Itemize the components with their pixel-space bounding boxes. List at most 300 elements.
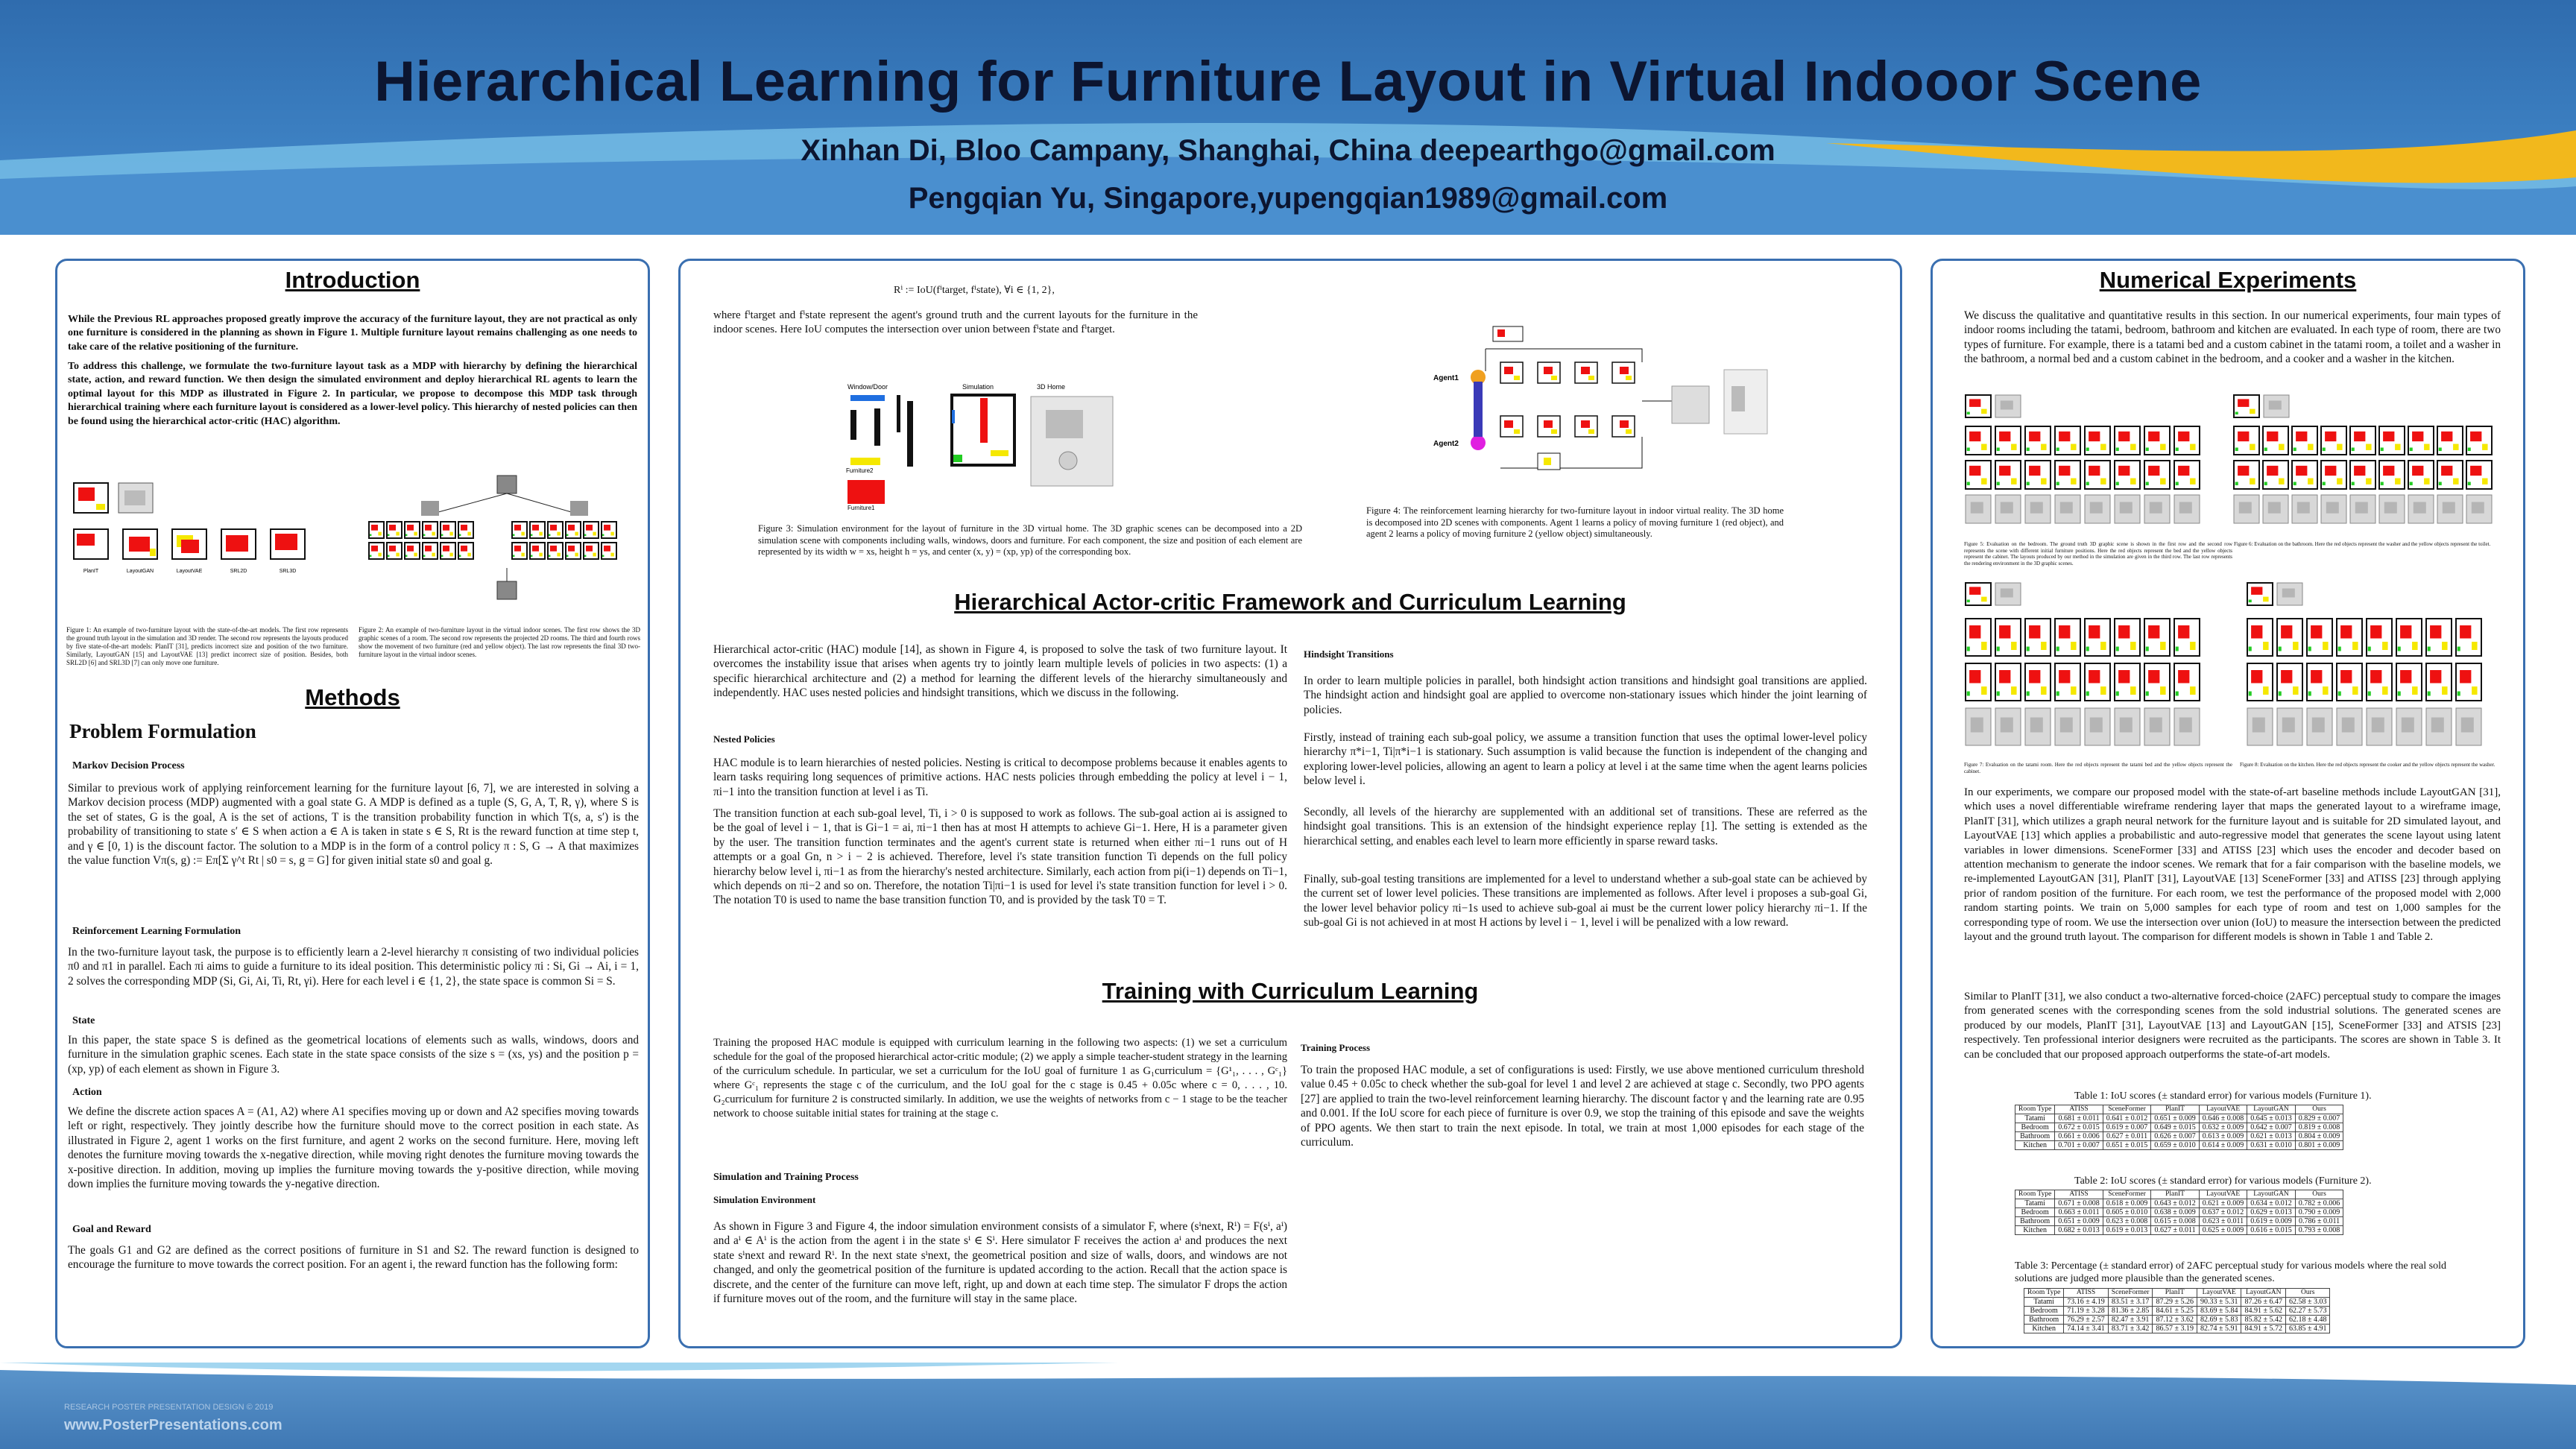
column-2-panel: [678, 259, 1902, 1348]
table-cell: 0.672 ± 0.015: [2055, 1123, 2103, 1132]
fig4-agent2-label: Agent2: [1433, 440, 1459, 448]
fig5-thumb: [2025, 461, 2051, 489]
table-1-caption: Table 1: IoU scores (± standard error) for various models (Furniture 1).: [2074, 1090, 2372, 1102]
sim-env-heading: Simulation Environment: [713, 1194, 816, 1205]
table-cell: 84.91 ± 5.72: [2241, 1325, 2286, 1333]
fig2-layout-thumb: [548, 543, 563, 559]
mdp-text: Similar to previous work of applying reinforcement learning for the furniture layout [6, 7], we are interested in solving a Markov decision process (MDP) augmented with a goal state G. A MDP is defined as a tuple (S, G, A, T, R, γ), where S is the set of states, G is the goal, A is the set of actions, T is the transition probability function in which T(s, a, s′) is the probability of transitioning to state s′ ∈ S when action a ∈ A is taken in state s ∈ S, Rt is the reward function at time step t, and γ ∈ [0, 1) is the discount factor. The solution to a MDP is in the form of a control policy π : S, G → A that maximizes the value function Vπ(s, g) := Eπ[Σ γ^t Rt | s0 = s, g = G] for given initial state s0 and goal g.: [68, 782, 639, 868]
fig6-thumb: [2379, 426, 2405, 455]
fig6-thumb: [2292, 495, 2317, 523]
table-row: [2015, 1123, 2343, 1132]
fig2-layout-thumb: [458, 522, 473, 538]
figure-4-caption: Figure 4: The reinforcement learning hierarchy for two-furniture layout in indoor virtual reality. The 3D home is decomposed into 2D scenes with components. Agent 1 learns a policy of moving furniture 1 (red object), and agent 2 learns a policy of moving furniture 2 (yellow object) simultaneously.: [1366, 505, 1784, 539]
fig5-thumb: [2144, 495, 2170, 523]
table-header-cell: Ours: [2295, 1105, 2343, 1114]
fig8-thumb: [2337, 619, 2362, 656]
hac-text: Hierarchical actor-critic (HAC) module [14], as shown in Figure 4, is proposed to solve the task of two furniture layout. It overcomes the instability issue that arises when agents try to jointly learn multiple levels of policies in two aspects: (1) a specific hierarchical architecture and (2) a method for learning the different levels of the hierarchy simultaneously and independently. HAC uses nested policies and hindsight transitions, which we discuss in the following.: [713, 643, 1287, 700]
mdp-heading: Markov Decision Process: [72, 760, 185, 771]
fig6-thumb: [2437, 495, 2463, 523]
fig8-thumb: [2456, 619, 2481, 656]
fig2-layout-thumb: [369, 522, 384, 538]
table-header-cell: LayoutVAE: [2199, 1105, 2247, 1114]
table-cell: 87.26 ± 6.47: [2241, 1298, 2286, 1307]
table-cell: 0.782 ± 0.006: [2295, 1199, 2343, 1208]
fig2-layout-thumb: [441, 522, 455, 538]
table-cell: Bedroom: [2024, 1307, 2064, 1316]
table-cell: 0.614 ± 0.009: [2199, 1141, 2247, 1150]
fig6-thumb: [2321, 495, 2346, 523]
table-cell: 0.618 ± 0.009: [2103, 1199, 2151, 1208]
fig5-thumb: [2055, 426, 2080, 455]
nested-policies-text-2: The transition function at each sub-goal level, Ti, i > 0 is supposed to work as follows. The sub-goal action ai is assigned to be the goal of level i − 1, that is Gi−1 = ai, πi−1 then has at most H attempts to achieve Gi−1. Here, H is a parameter given by the user. The transition function terminates and the agent's current state is returned when either πi−1 runs out of H attempts or a goal Gn, n > i − 2 is achieved. Therefore, level i's state transition function Ti depends on the full policy hierarchy below level i, πi−1 as from the hierarchy's nested architecture. Similarly, each action from pi(i−1) depends on Ti−1, which depends on πi−2 and so on. Therefore, the notation Ti|πi−1 is used for level i's state transition function for level i > 0. The notation T0 is used to name the base transition function T0, and is provided by the task T0 = T.: [713, 807, 1287, 907]
table-cell: 83.69 ± 5.84: [2197, 1307, 2241, 1316]
table-cell: 87.12 ± 3.62: [2153, 1316, 2197, 1325]
table-cell: 82.69 ± 5.83: [2197, 1316, 2241, 1325]
table-3-caption: Table 3: Percentage (± standard error) of 2AFC perceptual study for various models where the real sold solutions are judged more plausible than the generated scenes.: [2015, 1260, 2446, 1284]
fig5-thumb: [2025, 426, 2051, 455]
fig8-thumb: [2277, 583, 2302, 605]
fig6-thumb: [2466, 426, 2492, 455]
fig8-thumb: [2247, 619, 2273, 656]
goal-reward-text: The goals G1 and G2 are defined as the correct positions of furniture in S1 and S2. The reward function is designed to encourage the furniture to move towards the correct position. For an agent i, the reward function has the following form:: [68, 1244, 639, 1272]
fig8-thumb: [2456, 663, 2481, 701]
fig8-thumb: [2307, 708, 2332, 745]
table-cell: Kitchen: [2015, 1141, 2055, 1150]
table-cell: 62.18 ± 4.48: [2285, 1316, 2330, 1325]
figure-3-simulation: [845, 380, 1128, 511]
table-cell: 0.649 ± 0.015: [2151, 1123, 2200, 1132]
fig5-thumb: [1995, 495, 2021, 523]
fig5-thumb: [2115, 495, 2140, 523]
fig8-thumb: [2426, 708, 2452, 745]
poster-title: Hierarchical Learning for Furniture Layout in Virtual Indooor Scene: [374, 50, 2202, 113]
fig6-thumb: [2408, 495, 2434, 523]
fig5-thumb: [2085, 495, 2110, 523]
fig2-layout-thumb: [566, 522, 581, 538]
table-header-cell: ATISS: [2064, 1289, 2109, 1298]
agent2-node: [1471, 435, 1486, 450]
table-3: [2024, 1288, 2330, 1333]
fig5-thumb: [1966, 395, 1991, 417]
table-cell: Bathroom: [2015, 1132, 2055, 1141]
table-cell: Bedroom: [2015, 1208, 2055, 1217]
table-row: [2015, 1132, 2343, 1141]
table-cell: 81.36 ± 2.85: [2108, 1307, 2153, 1316]
fig6-thumb: [2437, 461, 2463, 489]
intro-paragraph-2: To address this challenge, we formulate the two-furniture layout task as a MDP with hierarchy by defining the hierarchical state, action, and reward function. We then design the simulated environment and deploy hierarchical RL agents to learn the optimal layout for this MDP as illustrated in Figure 2. In particular, we propose to decompose this MDP task through hierarchical training where each furniture layout is considered as a lower-level policy. This hierarchy of nested policies can then be found using the hierarchical actor-critic (HAC) algorithm.: [68, 361, 637, 427]
fig8-thumb: [2367, 619, 2392, 656]
fig7-thumb: [2025, 708, 2051, 745]
fig5-thumb: [1966, 461, 1991, 489]
fig2-layout-thumb: [566, 543, 581, 559]
table-cell: 0.786 ± 0.011: [2295, 1217, 2343, 1226]
table-1: [2015, 1105, 2343, 1150]
hindsight-heading: Hindsight Transitions: [1304, 648, 1394, 660]
fig6-thumb: [2292, 426, 2317, 455]
fig4-agent1-label: Agent1: [1433, 374, 1459, 382]
figure-5-caption: Figure 5: Evaluation on the bedroom. The ground truth 3D graphic scene is shown in the first row and the second row represents the scene with different initial furniture positions. Here the red objects represent the bed and the yellow objects represent the cabinet. The layouts produced by our method in the simulation are given in the third row. The last row represents the rendering environment in the 3D graphic scenes.: [1964, 541, 2232, 566]
fig6-thumb: [2234, 495, 2259, 523]
table-cell: Bathroom: [2015, 1217, 2055, 1226]
numerical-text-1: We discuss the qualitative and quantitative results in this section. In our numerical experiments, four main types of indoor rooms including the tatami, bedroom, bathroom and kitchen are evaluated. In each type of room, there are two types of furniture. For example, there is a tatami bed and a custom cabinet in the tatami room, a toilet and a washer in the bathroom, a normal bed and a custom cabinet in the bedroom, and a cooker and a washer in the kitchen.: [1964, 309, 2501, 366]
table-cell: 76.29 ± 2.57: [2064, 1316, 2109, 1325]
fig2-layout-thumb: [387, 522, 402, 538]
rl-formulation-heading: Reinforcement Learning Formulation: [72, 926, 242, 937]
table-row: [2024, 1316, 2330, 1325]
table-header-cell: ATISS: [2055, 1190, 2103, 1199]
poster-footer: [0, 1363, 2576, 1449]
fig8-thumb: [2247, 583, 2273, 605]
fig2-layout-thumb: [512, 522, 527, 538]
fig7-thumb: [2174, 708, 2200, 745]
table-cell: 73.16 ± 4.19: [2064, 1298, 2109, 1307]
fig2-layout-thumb: [458, 543, 473, 559]
fig5-thumb: [2144, 426, 2170, 455]
table-cell: 0.671 ± 0.008: [2055, 1199, 2103, 1208]
fig7-thumb: [1966, 708, 1991, 745]
table-cell: 0.627 ± 0.011: [2151, 1226, 2200, 1235]
table-cell: 0.819 ± 0.008: [2295, 1123, 2343, 1132]
column-3-panel: [1931, 259, 2525, 1348]
fig7-thumb: [2025, 619, 2051, 656]
fig6-thumb: [2234, 395, 2259, 417]
table-cell: 0.631 ± 0.010: [2247, 1141, 2296, 1150]
fig7-thumb: [1966, 619, 1991, 656]
table-cell: 62.27 ± 5.73: [2285, 1307, 2330, 1316]
table-header-row: [2015, 1105, 2343, 1114]
fig6-thumb: [2321, 426, 2346, 455]
fig8-thumb: [2396, 619, 2422, 656]
fig6-thumb: [2350, 461, 2375, 489]
table-cell: 84.61 ± 5.25: [2153, 1307, 2197, 1316]
table-header-row: [2015, 1190, 2343, 1199]
sim-training-heading: Simulation and Training Process: [713, 1172, 859, 1183]
fig5-thumb: [2115, 461, 2140, 489]
table-cell: Bathroom: [2024, 1316, 2064, 1325]
state-text: In this paper, the state space S is defined as the geometrical locations of elements such as walls, windows, doors and furniture in the simulation graphic scenes. Each state in the state space consists of the size s = (xs, ys) and the position p = (xp, yp) of each element as shown in Figure 3.: [68, 1034, 639, 1076]
fig6-thumb: [2350, 426, 2375, 455]
table-cell: 0.621 ± 0.009: [2199, 1199, 2247, 1208]
table-cell: 0.619 ± 0.007: [2103, 1123, 2151, 1132]
curriculum-text: Training the proposed HAC module is equipped with curriculum learning in the following two aspects: (1) we set a curriculum schedule for the goal of the proposed hierarchical actor-critic module; (2) we apply a simple teacher-student strategy in the learning of the curriculum schedule. In particular, we set a curriculum for the IoU goal of furniture 1 as G₁curriculum = {G¹₁, . . . , Gᶜ₁} where Gᶜ₁ represents the stage c of the curriculum, and the IoU goal for the c stage is 0.45 + 0.05c where c = 0, . . . , 10. G₂curriculum for furniture 2 is constructed similarly. In addition, we use the weights of networks from c − 1 stage to be the teacher network to choose suitable initial states for training at the stage c.: [713, 1037, 1287, 1120]
fig7-thumb: [2144, 663, 2170, 701]
sim-env-text: As shown in Figure 3 and Figure 4, the indoor simulation environment consists of a simulator F, where (sⁱnext, Rⁱ) = F(sⁱ, aⁱ) and aⁱ ∈ Aⁱ is the action from the agent i in the state sⁱ ∈ Sⁱ. Here simulator F receives the action aⁱ and produces the next state sⁱnext and reward Rⁱ. In the next state sⁱnext, the geometrical position and size of walls, doors, and windows are not changed, and only the geometrical position of the furniture is updated according to the action. Recall that the action space is discrete, and the center of the furniture can move left, right, up and down at each time step. The simulator F drops the action if furniture moves out of the room, and the furniture will stay in the same place.: [713, 1220, 1287, 1306]
table-header-cell: Ours: [2295, 1190, 2343, 1199]
figure-3-caption: Figure 3: Simulation environment for the layout of furniture in the 3D virtual home. The 3D graphic scenes can be decomposed into a 2D simulation scene with components including walls, windows, doors and furniture. For each component, the size and position of each element are represented by its width w = xs, height h = ys, and center (x, y) = (xp, yp) of the corresponding box.: [758, 523, 1302, 557]
fig5-thumb: [2174, 461, 2200, 489]
fig5-thumb: [1995, 461, 2021, 489]
table-cell: 82.74 ± 5.91: [2197, 1325, 2241, 1333]
intro-heading: Introduction: [285, 267, 420, 293]
fig8-thumb: [2426, 619, 2452, 656]
table-cell: 74.14 ± 3.41: [2064, 1325, 2109, 1333]
table-row: [2015, 1114, 2343, 1123]
fig8-thumb: [2307, 619, 2332, 656]
table-header-cell: LayoutGAN: [2247, 1105, 2296, 1114]
fig2-layout-thumb: [584, 543, 599, 559]
hindsight-text-2: Firstly, instead of training each sub-goal policy, we assume a transition function that uses the optimal lower-level policy hierarchy π*i−1, Ti|π*i−1 is stationary. Such assumption is valid because the function is independent of the changing and exploring lower-level policies, allowing an agent to learn a policy at level i at the same time when the agent learns policies below level i.: [1304, 731, 1867, 788]
table-2: [2015, 1190, 2343, 1235]
training-process-heading: Training Process: [1301, 1042, 1371, 1053]
table-cell: 0.682 ± 0.013: [2055, 1226, 2103, 1235]
table-cell: Tatami: [2024, 1298, 2064, 1307]
fig2-layout-thumb: [423, 543, 438, 559]
figure-1-caption: Figure 1: An example of two-furniture layout with the state-of-the-art models. The first row represents the ground truth layout in the simulation and 3D render. The second row represents the layouts produced by five state-of-the-art models: PlanIT [31], predicts incorrect size and position of the two furniture. Similarly, LayoutGAN [15] and LayoutVAE [13] predict incorrect size of position. Besides, both SRL2D [6] and SRL3D [7] can only move one furniture.: [66, 626, 348, 666]
fig7-thumb: [2055, 619, 2080, 656]
table-cell: 71.19 ± 3.28: [2064, 1307, 2109, 1316]
problem-formulation-heading: Problem Formulation: [69, 720, 256, 742]
fig1-label-layoutgan: LayoutGAN: [126, 569, 154, 574]
reward-equation: Rⁱ := IoU(fⁱtarget, fⁱstate), ∀i ∈ {1, 2},: [894, 285, 1055, 296]
table-header-cell: Ours: [2285, 1289, 2330, 1298]
table-cell: 0.621 ± 0.013: [2247, 1132, 2296, 1141]
training-process-text: To train the proposed HAC module, a set of configurations is used: Firstly, we use above mentioned curriculum threshold value 0.45 + 0.05c to check whether the sub-goal for level 1 and level 2 are achieved at stage c. Secondly, two PPO agents [27] are applied to train the two-level reinforcement learning hierarchy. The discount factor γ and the learning rate are 0.95 and 0.001. If the IoU score for each piece of furniture is over 0.9, we stop the training of this episode and save the weights of PPO agents. We then start to train the next episode. In total, we train at most 1,000 episodes for each stage of the curriculum.: [1301, 1064, 1864, 1149]
table-cell: 0.615 ± 0.008: [2151, 1217, 2200, 1226]
table-cell: 82.47 ± 3.91: [2108, 1316, 2153, 1325]
table-row: [2024, 1307, 2330, 1316]
fig5-thumb: [1995, 395, 2021, 417]
table-cell: 0.829 ± 0.007: [2295, 1114, 2343, 1123]
fig6-thumb: [2437, 426, 2463, 455]
table-cell: 0.632 ± 0.009: [2199, 1123, 2247, 1132]
fig6-thumb: [2234, 461, 2259, 489]
figure-4-rl-hierarchy: [1433, 304, 1776, 490]
table-cell: 0.625 ± 0.009: [2199, 1226, 2247, 1235]
table-cell: 0.605 ± 0.010: [2103, 1208, 2151, 1217]
table-cell: 0.623 ± 0.008: [2103, 1217, 2151, 1226]
fig6-thumb: [2379, 461, 2405, 489]
fig8-thumb: [2426, 663, 2452, 701]
hindsight-text-1: In order to learn multiple policies in parallel, both hindsight action transitions and hindsight goal transitions are applied. The hindsight action and hindsight goal are applied to overcome non-stationary issues which hinder the joint learning of policies.: [1304, 675, 1867, 716]
fig7-thumb: [2055, 708, 2080, 745]
fig7-thumb: [2025, 663, 2051, 701]
column-1-panel: [55, 259, 650, 1348]
fig7-thumb: [2115, 663, 2140, 701]
fig2-layout-thumb: [387, 543, 402, 559]
fig5-thumb: [1966, 426, 1991, 455]
table-cell: 0.623 ± 0.011: [2199, 1217, 2247, 1226]
fig5-thumb: [2174, 426, 2200, 455]
author-line-2: Pengqian Yu, Singapore,yupengqian1989@gmail.com: [908, 182, 1668, 215]
fig7-thumb: [2085, 619, 2110, 656]
fig8-thumb: [2247, 663, 2273, 701]
fig7-thumb: [1995, 619, 2021, 656]
fig7-thumb: [1995, 583, 2021, 605]
table-cell: 0.651 ± 0.015: [2103, 1141, 2151, 1150]
hac-heading: Hierarchical Actor-critic Framework and Curriculum Learning: [954, 589, 1626, 615]
fig8-thumb: [2396, 663, 2422, 701]
fig3-label-furniture2: Furniture2: [846, 467, 874, 474]
table-cell: 0.641 ± 0.012: [2103, 1114, 2151, 1123]
fig6-thumb: [2408, 426, 2434, 455]
nested-policies-text-1: HAC module is to learn hierarchies of nested policies. Nesting is critical to decompose problems because it enables agents to learn tasks requiring long sequences of primitive actions. HAC nests policies through embedding the policy at level i − 1, πi−1 into the transition function at level i as Ti.: [713, 757, 1287, 798]
figure-7-caption: Figure 7: Evaluation on the tatami room. Here the red objects represent the tatami bed and the yellow objects represent the cabinet.: [1964, 762, 2232, 774]
table-row: [2015, 1217, 2343, 1226]
table-cell: 0.613 ± 0.009: [2199, 1132, 2247, 1141]
fig5-thumb: [2055, 461, 2080, 489]
table-cell: 0.701 ± 0.007: [2055, 1141, 2103, 1150]
table-cell: 0.651 ± 0.009: [2151, 1114, 2200, 1123]
table-cell: Tatami: [2015, 1114, 2055, 1123]
table-cell: 0.645 ± 0.013: [2247, 1114, 2296, 1123]
table-cell: 87.29 ± 5.26: [2153, 1298, 2197, 1307]
footer-site: www.PosterPresentations.com: [64, 1417, 282, 1433]
figure-8-caption: Figure 8: Evaluation on the kitchen. Here the red objects represent the cooker and the yellow objects represent the washer.: [2240, 762, 2496, 768]
table-header-cell: Room Type: [2015, 1190, 2055, 1199]
fig2-layout-thumb: [441, 543, 455, 559]
table-cell: 0.629 ± 0.013: [2247, 1208, 2296, 1217]
footer-small-text: RESEARCH POSTER PRESENTATION DESIGN © 2019: [64, 1403, 274, 1412]
fig7-thumb: [2174, 663, 2200, 701]
table-row: [2015, 1141, 2343, 1150]
fig2-layout-thumb: [584, 522, 599, 538]
table-cell: 0.663 ± 0.011: [2055, 1208, 2103, 1217]
table-row: [2024, 1298, 2330, 1307]
fig7-thumb: [2174, 619, 2200, 656]
table-cell: 0.619 ± 0.009: [2247, 1217, 2296, 1226]
author-line-1: Xinhan Di, Bloo Campany, Shanghai, China deepearthgo@gmail.com: [801, 134, 1775, 167]
fig1-label-srl2d: SRL2D: [230, 569, 247, 574]
numerical-text-2: In our experiments, we compare our proposed model with the state-of-art baseline methods include LayoutGAN [31], which uses a novel differentiable wireframe rendering layer that maps the generated layout to a wireframe image, PlanIT [31], which utilizes a graph neural network for the furniture layout and is suitable for 2D simulated layout, and LayoutVAE [13] which applies a probabilistic and auto-regressive model that generates the scene layout using latent variables in lower dimensions. SceneFormer [33] and ATISS [23] which uses the encoder and decoder based on attention mechanism to generate the indoor scenes. We remark that for a fair comparison with the baseline models, we re-implemented LayoutGAN [31], PlanIT [31], LayoutVAE [13] SceneFormer [33] and ATISS [23] through applying prior of random position of the furniture. For each room, we test the performance of the proposed model with 2,000 random starting points. We train on 5,000 samples for each type of room and test on 1,000 samples for the corresponding type of room. We use the intersection over union (IoU) to measure the intersection between the predicted layout and the ground truth layout. The comparison for different models is shown in Table 1 and Table 2.: [1964, 786, 2501, 944]
table-header-cell: ATISS: [2055, 1105, 2103, 1114]
fig6-thumb: [2292, 461, 2317, 489]
action-text: We define the discrete action spaces A = (A1, A2) where A1 specifies moving up or down and A2 specifies moving towards left or right, respectively. They jointly describe how the furniture should move to the correct position in each state. As illustrated in Figure 2, agent 1 works on the first furniture, and agent 2 works on the second furniture. Here, moving left denotes the furniture moving towards the x-negative direction, while moving right denotes the furniture moving towards the x-positive direction. In addition, moving up implies the furniture moving towards the y-positive direction, while moving down implies the furniture moving towards the y-negative direction.: [68, 1105, 639, 1191]
table-cell: 0.661 ± 0.006: [2055, 1132, 2103, 1141]
table-cell: 0.659 ± 0.010: [2151, 1141, 2200, 1150]
table-cell: 0.638 ± 0.009: [2151, 1208, 2200, 1217]
figure-2-hierarchy-tree: [363, 471, 639, 605]
fig6-thumb: [2263, 461, 2288, 489]
fig8-thumb: [2367, 663, 2392, 701]
table-cell: 0.681 ± 0.011: [2055, 1114, 2103, 1123]
fig2-layout-thumb: [405, 543, 420, 559]
fig8-thumb: [2277, 619, 2302, 656]
table-header-cell: PlanIT: [2151, 1190, 2200, 1199]
fig7-thumb: [2144, 619, 2170, 656]
poster-header: [0, 0, 2576, 235]
fig3-label-window-door: Window/Door: [847, 383, 888, 391]
fig2-layout-thumb: [405, 522, 420, 538]
fig8-thumb: [2337, 663, 2362, 701]
table-row: [2015, 1208, 2343, 1217]
table-row: [2015, 1226, 2343, 1235]
fig7-thumb: [2085, 663, 2110, 701]
fig2-layout-thumb: [423, 522, 438, 538]
fig7-thumb: [1966, 663, 1991, 701]
table-header-cell: LayoutGAN: [2247, 1190, 2296, 1199]
fig7-thumb: [2115, 708, 2140, 745]
fig3-label-furniture1: Furniture1: [847, 505, 875, 511]
table-cell: 84.91 ± 5.62: [2241, 1307, 2286, 1316]
fig2-layout-thumb: [602, 522, 616, 538]
table-cell: 0.801 ± 0.009: [2295, 1141, 2343, 1150]
table-cell: Kitchen: [2024, 1325, 2064, 1333]
fig8-thumb: [2277, 708, 2302, 745]
figure-1-layouts: [72, 477, 385, 596]
table-header-row: [2024, 1289, 2330, 1298]
fig2-layout-thumb: [512, 543, 527, 559]
table-header-cell: Room Type: [2015, 1105, 2055, 1114]
fig6-thumb: [2234, 426, 2259, 455]
goal-reward-heading: Goal and Reward: [72, 1224, 151, 1235]
table-header-cell: Room Type: [2024, 1289, 2064, 1298]
table-cell: 0.643 ± 0.012: [2151, 1199, 2200, 1208]
fig5-thumb: [2085, 461, 2110, 489]
fig2-layout-thumb: [369, 543, 384, 559]
fig1-label-planit: PlanIT: [83, 569, 99, 574]
fig7-thumb: [1995, 663, 2021, 701]
curriculum-heading: Training with Curriculum Learning: [1102, 978, 1479, 1004]
fig5-thumb: [2055, 495, 2080, 523]
fig7-thumb: [2085, 708, 2110, 745]
figure-2-caption: Figure 2: An example of two-furniture layout in the virtual indoor scenes. The first row shows the 3D graphic scenes of a room. The second row represents the projected 2D rooms. The third and fourth rows show the movement of two furniture (red and yellow object). The last row represents the final 3D two-furniture layout in the virtual indoor scenes.: [359, 626, 640, 658]
table-cell: 83.71 ± 3.42: [2108, 1325, 2153, 1333]
fig1-label-layoutvae: LayoutVAE: [176, 569, 203, 574]
fig7-thumb: [2144, 708, 2170, 745]
fig7-thumb: [2115, 619, 2140, 656]
fig1-label-srl3d: SRL3D: [279, 569, 297, 574]
table-cell: 0.793 ± 0.008: [2295, 1226, 2343, 1235]
table-header-cell: LayoutVAE: [2197, 1289, 2241, 1298]
fig8-thumb: [2277, 663, 2302, 701]
state-heading: State: [72, 1015, 95, 1026]
table-cell: 85.82 ± 5.42: [2241, 1316, 2286, 1325]
fig6-thumb: [2263, 495, 2288, 523]
table-cell: 0.634 ± 0.012: [2247, 1199, 2296, 1208]
table-cell: 0.616 ± 0.015: [2247, 1226, 2296, 1235]
table-cell: 0.804 ± 0.009: [2295, 1132, 2343, 1141]
intro-paragraph-1: While the Previous RL approaches proposed greatly improve the accuracy of the furniture layout, they are not practical as only one furniture is considered in the planning as shown in Figure 1. Multiple furniture layout remains challenging as one needs to take care of the relative positioning of the furniture.: [68, 314, 637, 353]
figure-6-caption: Figure 6: Evaluation on the bathroom. Here the red objects represent the washer and the yellow objects represent the toilet.: [2234, 541, 2491, 547]
fig3-label-simulation: Simulation: [962, 383, 994, 391]
table-cell: 86.57 ± 3.19: [2153, 1325, 2197, 1333]
table-cell: 0.651 ± 0.009: [2055, 1217, 2103, 1226]
table-cell: 83.51 ± 3.17: [2108, 1298, 2153, 1307]
fig8-thumb: [2396, 708, 2422, 745]
fig5-thumb: [1995, 426, 2021, 455]
fig6-thumb: [2321, 461, 2346, 489]
fig5-thumb: [2025, 495, 2051, 523]
table-cell: 0.646 ± 0.008: [2199, 1114, 2247, 1123]
footer-swoosh: [0, 1363, 2576, 1449]
numerical-experiments-heading: Numerical Experiments: [2099, 267, 2357, 293]
fig6-thumb: [2466, 461, 2492, 489]
table-header-cell: LayoutVAE: [2199, 1190, 2247, 1199]
table-row: [2024, 1325, 2330, 1333]
table-2-caption: Table 2: IoU scores (± standard error) for various models (Furniture 2).: [2074, 1175, 2372, 1187]
table-cell: Bedroom: [2015, 1123, 2055, 1132]
fig5-thumb: [2085, 426, 2110, 455]
fig6-thumb: [2263, 426, 2288, 455]
fig7-thumb: [2055, 663, 2080, 701]
table-row: [2015, 1199, 2343, 1208]
fig6-thumb: [2379, 495, 2405, 523]
table-cell: Tatami: [2015, 1199, 2055, 1208]
table-header-cell: SceneFormer: [2103, 1105, 2151, 1114]
table-header-cell: SceneFormer: [2108, 1289, 2153, 1298]
fig6-thumb: [2264, 395, 2289, 417]
fig5-thumb: [2115, 426, 2140, 455]
table-cell: 63.85 ± 4.91: [2285, 1325, 2330, 1333]
table-cell: 0.790 ± 0.009: [2295, 1208, 2343, 1217]
table-cell: 0.627 ± 0.011: [2103, 1132, 2151, 1141]
table-cell: 62.58 ± 3.03: [2285, 1298, 2330, 1307]
fig6-thumb: [2350, 495, 2375, 523]
table-cell: 0.637 ± 0.012: [2199, 1208, 2247, 1217]
fig2-layout-thumb: [548, 522, 563, 538]
fig8-thumb: [2367, 708, 2392, 745]
fig2-layout-thumb: [602, 543, 616, 559]
